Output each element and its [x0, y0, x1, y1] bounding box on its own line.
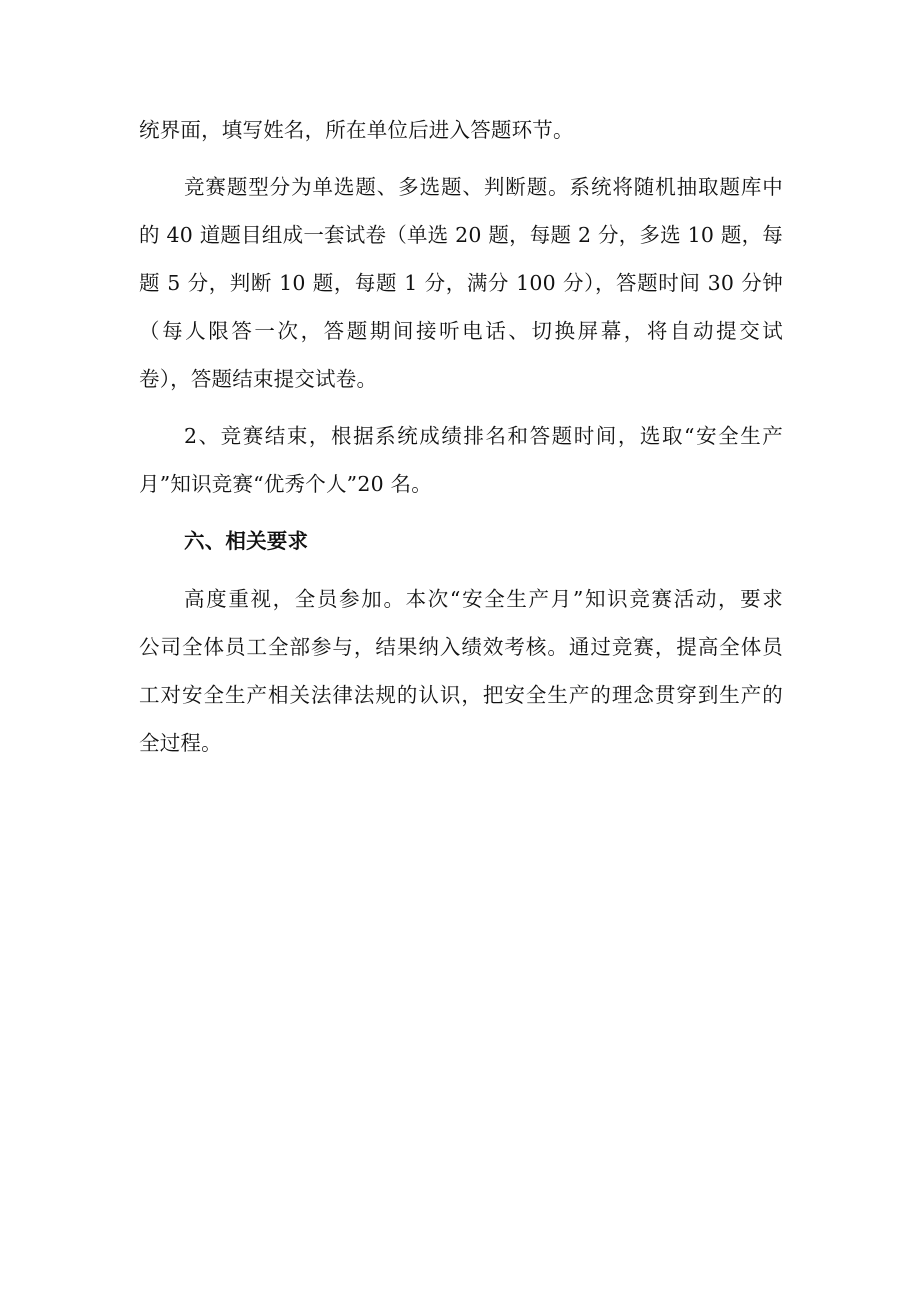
paragraph-line: 卷），答题结束提交试卷。 [139, 367, 378, 391]
paragraph-line: 全过程。 [139, 731, 222, 755]
section-heading: 六、相关要求 [184, 529, 309, 553]
paragraph-line: 题 5 分，判断 10 题，每题 1 分，满分 100 分），答题时间 30 分钟 [139, 271, 783, 295]
paragraph-line: 2、竞赛结束，根据系统成绩排名和答题时间，选取“安全生产 [184, 424, 783, 448]
paragraph-line: 高度重视，全员参加。本次“安全生产月”知识竞赛活动，要求 [184, 587, 783, 611]
paragraph-line: 公司全体员工全部参与，结果纳入绩效考核。通过竞赛，提高全体员 [139, 635, 783, 659]
paragraph-line: 月”知识竞赛“优秀个人”20 名。 [139, 472, 432, 496]
paragraph-line: 工对安全生产相关法律法规的认识，把安全生产的理念贯穿到生产的 [139, 683, 783, 707]
paragraph-line: 的 40 道题目组成一套试卷（单选 20 题，每题 2 分，多选 10 题，每 [139, 223, 783, 247]
paragraph-line: 竞赛题型分为单选题、多选题、判断题。系统将随机抽取题库中 [184, 175, 783, 199]
paragraph-line: （每人限答一次，答题期间接听电话、切换屏幕，将自动提交试 [139, 319, 783, 343]
paragraph-line: 统界面，填写姓名，所在单位后进入答题环节。 [139, 118, 574, 142]
